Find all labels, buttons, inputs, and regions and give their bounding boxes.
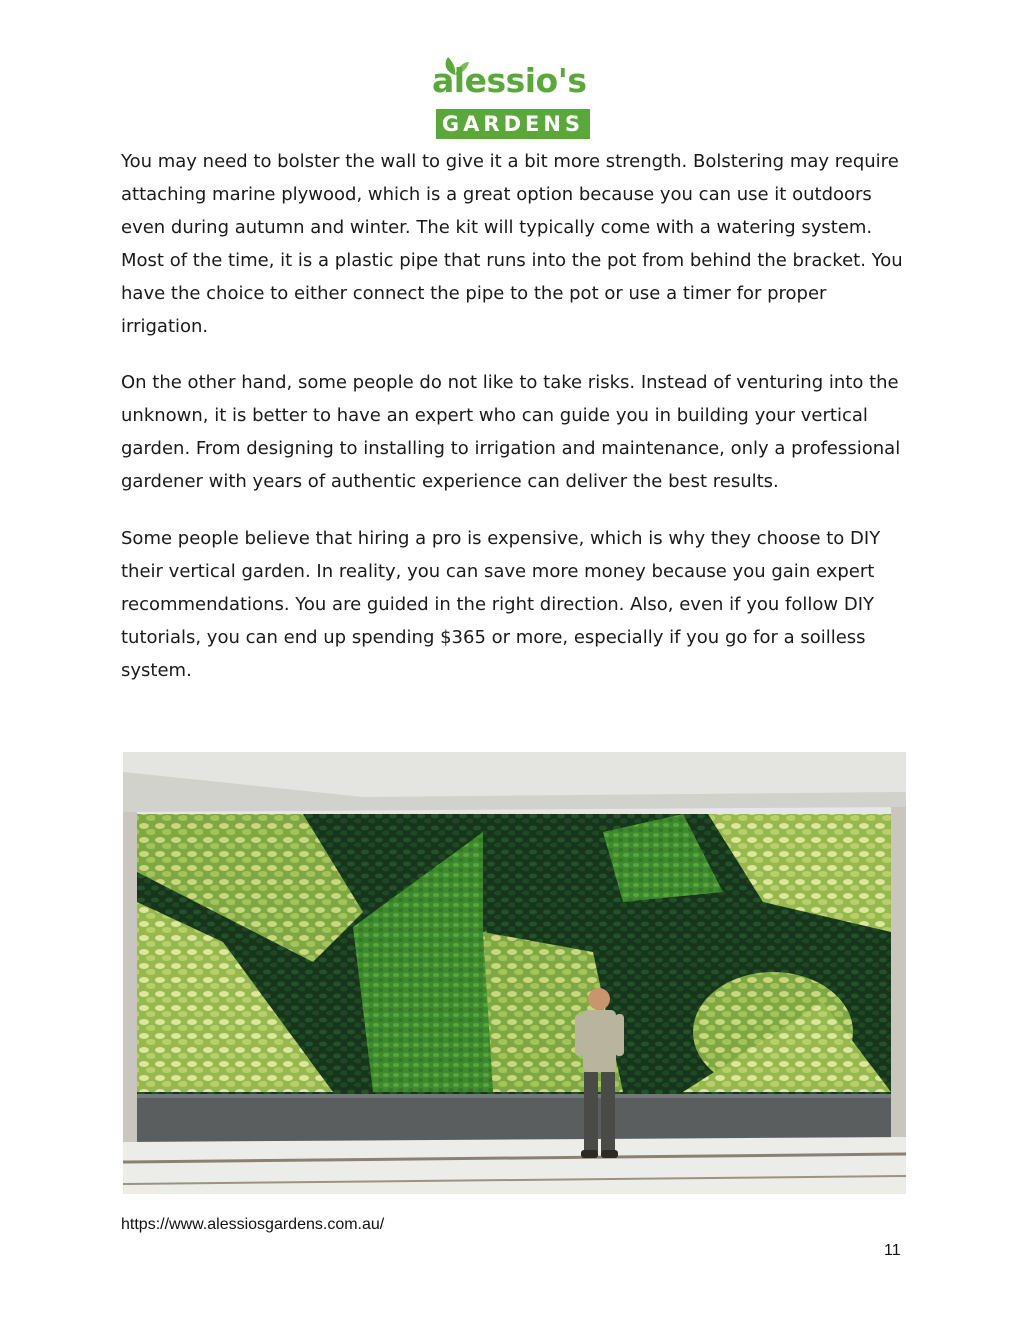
paragraph: You may need to bolster the wall to give it a bit more strength. Bolstering may require attaching marine plywood, which is a great option because you can use it outdoors even during autumn and winter. The kit will typically come with a watering system. Most of the time, it is a plastic pipe that runs into the pot from behind the bracket. You have the choice to either connect the pipe to the pot or use a timer for proper irrigation. (121, 151, 903, 337)
logo-wordmark: alessio's (432, 61, 587, 100)
brand-logo (430, 60, 594, 142)
body-text (121, 146, 911, 712)
logo-band: GARDENS (436, 109, 590, 139)
footer-url: https://www.alessiosgardens.com.au/ (121, 1216, 385, 1233)
vertical-garden-illustration (123, 752, 906, 1194)
vertical-garden-photo (123, 752, 906, 1194)
paragraph: On the other hand, some people do not like to take risks. Instead of venturing into the unknown, it is better to have an expert who can guide you in building your vertical garden. From designing to installing to irrigation and maintenance, only a professional gardener with years of authentic experience can deliver the best results. (121, 372, 901, 493)
page-number: 11 (884, 1242, 901, 1259)
logo-wordmark-area (430, 60, 594, 108)
paragraph: Some people believe that hiring a pro is expensive, which is why they choose to DIY their vertical garden. In reality, you can save more money because you gain expert recommendations. You are guided in the right direction. Also, even if you follow DIY tutorials, you can end up spending $365 or more, especially if you go for a soilless system. (121, 528, 881, 681)
